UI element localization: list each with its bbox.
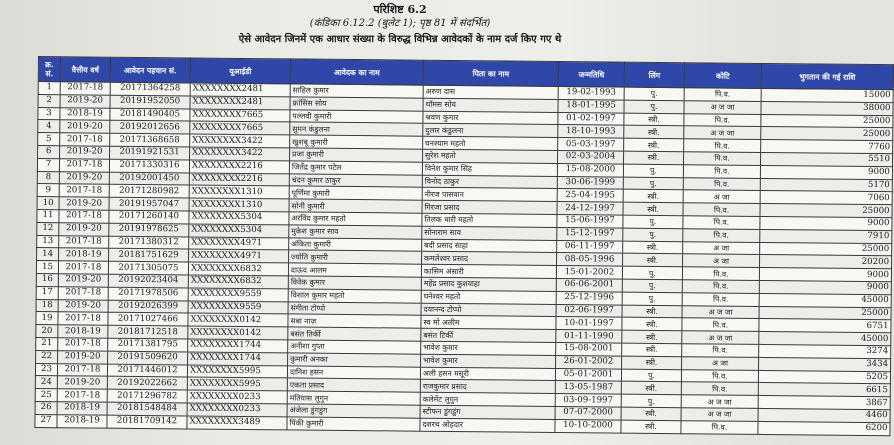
cell-dob: 05-01-2001	[555, 368, 621, 381]
cell-dob: 03-09-1997	[555, 394, 621, 407]
cell-amount: 25000	[760, 242, 892, 256]
applicants-table	[34, 56, 894, 436]
header-applicant-name: आवेदक का नाम	[290, 59, 423, 85]
cell-application-id: 20181751629	[109, 249, 189, 263]
cell-serial: 1	[38, 82, 60, 95]
cell-category: अ ज जा	[681, 408, 758, 422]
cell-gender: पु.	[624, 87, 684, 100]
cell-father-name: घनश्याम महतो	[423, 136, 558, 150]
cell-category: पि.व.	[682, 318, 759, 332]
cell-application-id: 20171364258	[110, 82, 190, 96]
cell-applicant-name: अंकिता कुमारी	[289, 237, 422, 251]
cell-year: 2017-18	[58, 286, 108, 299]
cell-father-name: थॉमस सोय	[423, 98, 558, 112]
cell-serial: 2	[38, 94, 60, 107]
cell-year: 2018-19	[57, 402, 107, 415]
cell-amount: 9000	[759, 280, 891, 294]
cell-gender: स्त्री.	[622, 343, 682, 356]
cell-category: पि.व.	[683, 203, 760, 217]
cell-uid: XXXXXXXX6832	[188, 275, 288, 289]
cell-year: 2017-18	[60, 82, 110, 95]
cell-uid: XXXXXXXX3489	[187, 416, 287, 430]
cell-applicant-name: पूर्णिमा कुमारी	[289, 186, 422, 200]
cell-application-id: 20171380312	[109, 236, 189, 250]
cell-gender: पु.	[623, 215, 683, 228]
cell-serial: 15	[36, 261, 58, 274]
header-uid: यूआईडी	[190, 58, 290, 84]
cell-amount: 7060	[760, 191, 892, 205]
cell-uid: XXXXXXXX4971	[189, 237, 289, 251]
cell-dob: 10-01-1997	[556, 317, 622, 330]
cell-year: 2019-20	[59, 197, 109, 210]
cell-serial: 12	[37, 222, 59, 235]
cell-application-id: 20171446012	[107, 364, 187, 378]
cell-serial: 7	[37, 158, 59, 171]
cell-category: अ ज जा	[682, 305, 759, 319]
cell-application-id: 20171260140	[109, 210, 189, 224]
cell-serial: 23	[35, 363, 57, 376]
cell-applicant-name: एकता प्रसाद	[287, 378, 420, 392]
cell-application-id: 20191952050	[110, 95, 190, 109]
cell-applicant-name: विवेक कुमार	[288, 276, 421, 290]
cell-serial: 13	[37, 235, 59, 248]
cell-dob: 15-01-2002	[556, 266, 622, 279]
cell-amount: 5205	[758, 370, 890, 384]
cell-applicant-name: बसंत तिर्की	[288, 327, 421, 341]
cell-amount: 3867	[758, 396, 890, 410]
cell-applicant-name: सुमन कंडुलना	[290, 122, 423, 136]
cell-application-id: 20181712518	[108, 325, 188, 339]
cell-serial: 25	[35, 389, 57, 402]
cell-uid: XXXXXXXX0233	[187, 390, 287, 404]
cell-uid: XXXXXXXX5995	[187, 364, 287, 378]
cell-father-name: अरुण दास	[423, 85, 558, 99]
cell-father-name: भावेश कुमार	[421, 354, 556, 368]
cell-dob: 19-02-1993	[558, 86, 624, 99]
cell-uid: XXXXXXXX0142	[188, 313, 288, 327]
cell-application-id: 20181709142	[107, 415, 187, 429]
cell-category: पि.व.	[683, 216, 760, 230]
cell-applicant-name: खुशबू कुमारी	[290, 135, 423, 149]
cell-year: 2017-18	[60, 133, 110, 146]
cell-category: अ ज जा	[681, 395, 758, 409]
cell-uid: XXXXXXXX0233	[187, 403, 287, 417]
cell-application-id: 20191957047	[109, 197, 189, 211]
cell-year: 2017-18	[59, 235, 109, 248]
cell-uid: XXXXXXXX9559	[188, 300, 288, 314]
cell-uid: XXXXXXXX5304	[189, 211, 289, 225]
cell-father-name: भावेश कुमार	[421, 341, 556, 355]
cell-category: पि.व.	[682, 292, 759, 306]
cell-gender: स्त्री.	[623, 241, 683, 254]
cell-amount: 7910	[760, 229, 892, 243]
cell-gender: स्त्री.	[623, 202, 683, 215]
cell-year: 2018-19	[59, 248, 109, 261]
cell-father-name: तिलक धारी महतो	[422, 213, 557, 227]
cell-dob: 15-06-1997	[557, 214, 623, 227]
cell-uid: XXXXXXXX1744	[188, 339, 288, 353]
cell-category: अ ज जा	[684, 126, 761, 140]
cell-gender: पु.	[622, 292, 682, 305]
cell-gender: पु.	[623, 228, 683, 241]
cell-serial: 27	[35, 414, 57, 427]
cell-serial: 10	[37, 197, 59, 210]
header-serial: क्र. सं.	[38, 57, 60, 82]
table-caption: ऐसे आवेदन जिनमें एक आधार संख्या के विरुद्ध विभिन्न आवेदकों के नाम दर्ज किए गए थे	[238, 34, 562, 45]
cell-applicant-name: प्रजा कुमारी	[290, 148, 423, 162]
cell-father-name: महेंद्र प्रसाद कुशवाहा	[421, 277, 556, 291]
cell-applicant-name: ज्योति कुमारी	[289, 250, 422, 264]
cell-application-id: 20192022662	[107, 377, 187, 391]
cell-dob: 25-04-1995	[557, 189, 623, 202]
cell-dob: 26-01-2002	[556, 355, 622, 368]
cell-applicant-name: मुकेश कुमार साव	[289, 225, 422, 239]
cell-uid: XXXXXXXX3422	[190, 134, 290, 148]
cell-category: अ जा	[683, 241, 760, 255]
cell-dob: 24-12-1997	[557, 202, 623, 215]
cell-gender: स्त्री.	[621, 407, 681, 420]
cell-father-name: घनेश्वर महतो	[421, 290, 556, 304]
cell-application-id: 20171381795	[108, 338, 188, 352]
cell-father-name: श्रवण कुमार	[423, 111, 558, 125]
cell-year: 2017-18	[59, 210, 109, 223]
header-gender: लिंग	[624, 62, 684, 88]
cell-applicant-name: जितेंद्र कुमार पटेल	[289, 161, 422, 175]
cell-year: 2019-20	[60, 146, 110, 159]
cell-amount: 5510	[760, 152, 892, 166]
cell-dob: 15-08-2000	[557, 163, 623, 176]
cell-serial: 8	[37, 171, 59, 184]
cell-application-id: 20171368658	[110, 133, 190, 147]
cell-uid: XXXXXXXX5304	[189, 224, 289, 238]
cell-serial: 3	[38, 107, 60, 120]
cell-category: पि.व.	[684, 88, 761, 102]
cell-category: पि.व.	[681, 369, 758, 383]
cell-serial: 22	[36, 350, 58, 363]
cell-year: 2019-20	[59, 171, 109, 184]
cell-applicant-name: साहिल कुमार	[290, 84, 423, 98]
cell-gender: स्त्री.	[622, 330, 682, 343]
cell-father-name: दशरथ ओहदार	[420, 418, 555, 432]
cell-category: पि.व.	[682, 267, 759, 281]
cell-applicant-name: विशाल कुमार महतो	[288, 289, 421, 303]
cell-serial: 19	[36, 312, 58, 325]
cell-dob: 08-05-1996	[557, 253, 623, 266]
cell-gender: पु.	[622, 266, 682, 279]
cell-year: 2017-18	[59, 184, 109, 197]
cell-category: अ जा	[683, 254, 760, 268]
cell-serial: 24	[35, 376, 57, 389]
cell-serial: 21	[36, 337, 58, 350]
cell-applicant-name: दाऊद आलम	[288, 263, 421, 277]
cell-applicant-name: संगीता टोप्पो	[288, 301, 421, 315]
cell-application-id: 20192012656	[110, 121, 190, 135]
cell-applicant-name: अनीशा गुप्ता	[288, 340, 421, 354]
header-year: वैत्तीय वर्ष	[60, 57, 110, 82]
cell-category: पि.व.	[681, 382, 758, 396]
cell-application-id: 20171027466	[108, 313, 188, 327]
cell-category: पि.व.	[683, 152, 760, 166]
header-category: कोटि	[684, 63, 761, 89]
cell-serial: 16	[36, 273, 58, 286]
cell-gender: पु.	[621, 369, 681, 382]
cell-gender: पु.	[623, 177, 683, 190]
cell-gender: पु.	[623, 164, 683, 177]
cell-uid: XXXXXXXX2481	[190, 96, 290, 110]
cell-uid: XXXXXXXX5995	[187, 377, 287, 391]
cell-gender: पु.	[622, 279, 682, 292]
cell-amount: 45000	[759, 293, 891, 307]
header-application-id: आवेदन पहचान सं.	[110, 57, 190, 83]
cell-application-id: 20192026399	[108, 300, 188, 314]
cell-applicant-name: फ्रांसिस सोय	[290, 97, 423, 111]
cell-category: अ जा	[682, 356, 759, 370]
cell-year: 2019-20	[58, 350, 108, 363]
header-father-name: पिता का नाम	[423, 60, 558, 86]
cell-application-id: 20191921531	[110, 146, 190, 160]
cell-uid: XXXXXXXX2216	[189, 160, 289, 174]
cell-father-name: विनेश कुमार सिंह	[422, 162, 557, 176]
cell-applicant-name: सबा नाज़	[288, 314, 421, 328]
cell-category: पि.व.	[681, 420, 758, 434]
cell-applicant-name: पिंकी कुमारी	[287, 417, 420, 431]
cell-amount: 9000	[760, 216, 892, 230]
cell-dob: 30-06-1999	[557, 176, 623, 189]
cell-amount: 25000	[761, 127, 893, 141]
cell-application-id: 20171978506	[108, 287, 188, 301]
cell-gender: स्त्री.	[624, 126, 684, 139]
cell-amount: 9000	[759, 268, 891, 282]
cell-father-name: दुलार कंडुलना	[423, 124, 558, 138]
appendix-title: परिशिष्ट 6.2	[373, 3, 427, 16]
cell-father-name: बसंत टिर्की	[421, 328, 556, 342]
cell-applicant-name: पल्लवी कुमारी	[290, 110, 423, 124]
cell-applicant-name: मतियास लुगुन	[287, 391, 420, 405]
cell-gender: पु.	[624, 100, 684, 113]
cell-dob: 05-03-1997	[558, 138, 624, 151]
cell-father-name: विनोद ठाकुर	[422, 175, 557, 189]
cell-serial: 11	[37, 209, 59, 222]
cell-amount: 3274	[759, 344, 891, 358]
cell-amount: 6200	[758, 421, 890, 435]
cell-dob: 15-12-1997	[557, 227, 623, 240]
cell-dob: 02-03-2004	[557, 150, 623, 163]
cell-father-name: सोनाराम साव	[422, 226, 557, 240]
cell-year: 2018-19	[57, 414, 107, 427]
cell-amount: 7760	[761, 140, 893, 154]
cell-category: पि.व.	[683, 228, 760, 242]
cell-year: 2017-18	[57, 363, 107, 376]
cell-application-id: 20192001450	[109, 172, 189, 186]
appendix-reference: (कंडिका 6.12.2 (बुलेट 1); पृष्ठ 81 में संदर्भित)	[309, 18, 491, 29]
cell-amount: 15000	[761, 88, 893, 102]
cell-serial: 14	[37, 248, 59, 261]
cell-category: अ ज जा	[682, 331, 759, 345]
cell-amount: 25000	[759, 306, 891, 320]
cell-category: पि.व.	[684, 113, 761, 127]
cell-application-id: 20171330316	[109, 159, 189, 173]
cell-gender: स्त्री.	[621, 381, 681, 394]
cell-father-name: कासिम अंसारी	[421, 264, 556, 278]
cell-applicant-name: दानिश हसन	[287, 365, 420, 379]
cell-father-name: कमलेश्वर प्रसाद	[422, 252, 557, 266]
cell-serial: 17	[36, 286, 58, 299]
cell-gender: पु.	[621, 394, 681, 407]
cell-dob: 13-05-1987	[555, 381, 621, 394]
cell-amount: 6751	[759, 319, 891, 333]
cell-year: 2019-20	[58, 299, 108, 312]
cell-serial: 26	[35, 401, 57, 414]
cell-father-name: स्व मो अलीम	[421, 316, 556, 330]
cell-uid: XXXXXXXX7665	[190, 121, 290, 135]
cell-category: पि.व.	[682, 344, 759, 358]
cell-serial: 6	[38, 145, 60, 158]
cell-application-id: 20192023404	[108, 274, 188, 288]
cell-dob: 06-11-1997	[557, 240, 623, 253]
cell-gender: स्त्री.	[623, 253, 683, 266]
cell-uid: XXXXXXXX3422	[190, 147, 290, 161]
cell-application-id: 20171280982	[109, 185, 189, 199]
cell-application-id: 20171305075	[108, 261, 188, 275]
cell-amount: 4460	[758, 408, 890, 422]
cell-father-name: कलेमेंट लुगुन	[420, 392, 555, 406]
cell-amount: 38000	[761, 101, 893, 115]
cell-category: पि.व.	[682, 280, 759, 294]
cell-amount: 25000	[760, 204, 892, 218]
header-dob: जन्मतिथि	[558, 61, 624, 87]
cell-amount: 5170	[760, 178, 892, 192]
cell-amount: 9000	[760, 165, 892, 179]
cell-father-name: सुरेश महतो	[423, 149, 558, 163]
cell-year: 2019-20	[57, 376, 107, 389]
cell-year: 2017-18	[59, 158, 109, 171]
cell-year: 2018-19	[58, 325, 108, 338]
cell-father-name: स्टीफन डुंगडुंग	[420, 405, 555, 419]
cell-gender: स्त्री.	[621, 420, 681, 433]
cell-dob: 18-01-1995	[558, 99, 624, 112]
cell-amount: 25000	[761, 114, 893, 128]
cell-dob: 18-10-1993	[558, 125, 624, 138]
cell-uid: XXXXXXXX2481	[190, 83, 290, 97]
cell-applicant-name: अरविंद कुमार महतो	[289, 212, 422, 226]
cell-year: 2019-20	[60, 95, 110, 108]
cell-serial: 5	[38, 133, 60, 146]
cell-uid: XXXXXXXX1310	[189, 185, 289, 199]
cell-uid: XXXXXXXX6832	[188, 262, 288, 276]
cell-applicant-name: अंजेला डुंगडुंग	[287, 404, 420, 418]
cell-application-id: 20181490405	[110, 108, 190, 122]
cell-applicant-name: कुमारी अनका	[288, 353, 421, 367]
cell-dob: 06-06-2001	[556, 278, 622, 291]
cell-year: 2017-18	[57, 389, 107, 402]
cell-uid: XXXXXXXX7665	[190, 109, 290, 123]
cell-category: पि.व.	[684, 139, 761, 153]
cell-father-name: राजकुमार प्रसाद	[420, 380, 555, 394]
cell-uid: XXXXXXXX4971	[189, 249, 289, 263]
cell-dob: 15-08-2001	[556, 342, 622, 355]
cell-category: अ ज जा	[684, 101, 761, 115]
cell-amount: 6615	[758, 383, 890, 397]
cell-year: 2018-19	[60, 107, 110, 120]
cell-gender: स्त्री.	[623, 151, 683, 164]
cell-father-name: दयानन्द टोप्पो	[421, 303, 556, 317]
cell-year: 2017-18	[58, 338, 108, 351]
cell-gender: स्त्री.	[624, 138, 684, 151]
cell-amount: 20200	[760, 255, 892, 269]
cell-dob: 10-10-2000	[555, 419, 621, 432]
cell-amount: 45000	[759, 332, 891, 346]
cell-serial: 18	[36, 299, 58, 312]
cell-application-id: 20191509620	[108, 351, 188, 365]
cell-gender: स्त्री.	[622, 317, 682, 330]
cell-category: पि.व.	[683, 164, 760, 178]
cell-gender: स्त्री.	[624, 113, 684, 126]
cell-dob: 01-11-1990	[556, 330, 622, 343]
cell-father-name: गिरजा प्रसाद	[422, 200, 557, 214]
cell-application-id: 20171296782	[107, 389, 187, 403]
cell-category: पि.व.	[683, 177, 760, 191]
cell-father-name: बदी प्रसाद साहा	[422, 239, 557, 253]
cell-application-id: 20181548484	[107, 402, 187, 416]
cell-category: अ जा	[683, 190, 760, 204]
cell-uid: XXXXXXXX1744	[188, 352, 288, 366]
cell-dob: 25-12-1996	[556, 291, 622, 304]
cell-applicant-name: सोनी कुमारी	[289, 199, 422, 213]
cell-year: 2017-18	[58, 312, 108, 325]
cell-dob: 01-02-1997	[558, 112, 624, 125]
cell-year: 2017-18	[58, 261, 108, 274]
cell-gender: स्त्री.	[622, 356, 682, 369]
cell-serial: 4	[38, 120, 60, 133]
cell-gender: स्त्री.	[623, 189, 683, 202]
cell-applicant-name: चंदन कुमार ठाकुर	[289, 173, 422, 187]
cell-dob: 02-06-1997	[556, 304, 622, 317]
cell-serial: 9	[37, 184, 59, 197]
cell-application-id: 20191978625	[109, 223, 189, 237]
cell-father-name: नीरज पासवान	[422, 188, 557, 202]
cell-year: 2019-20	[60, 120, 110, 133]
cell-uid: XXXXXXXX9559	[188, 288, 288, 302]
header-amount-paid: भुगतान की गई राशि	[761, 63, 893, 89]
cell-serial: 20	[36, 325, 58, 338]
cell-uid: XXXXXXXX0142	[188, 326, 288, 340]
cell-amount: 3434	[759, 357, 891, 371]
cell-uid: XXXXXXXX2216	[189, 173, 289, 187]
cell-year: 2019-20	[58, 274, 108, 287]
cell-gender: स्त्री.	[622, 305, 682, 318]
cell-uid: XXXXXXXX1310	[189, 198, 289, 212]
cell-dob: 07-07-2000	[555, 406, 621, 419]
cell-year: 2019-20	[59, 222, 109, 235]
cell-father-name: अली हसन मसूरी	[420, 367, 555, 381]
